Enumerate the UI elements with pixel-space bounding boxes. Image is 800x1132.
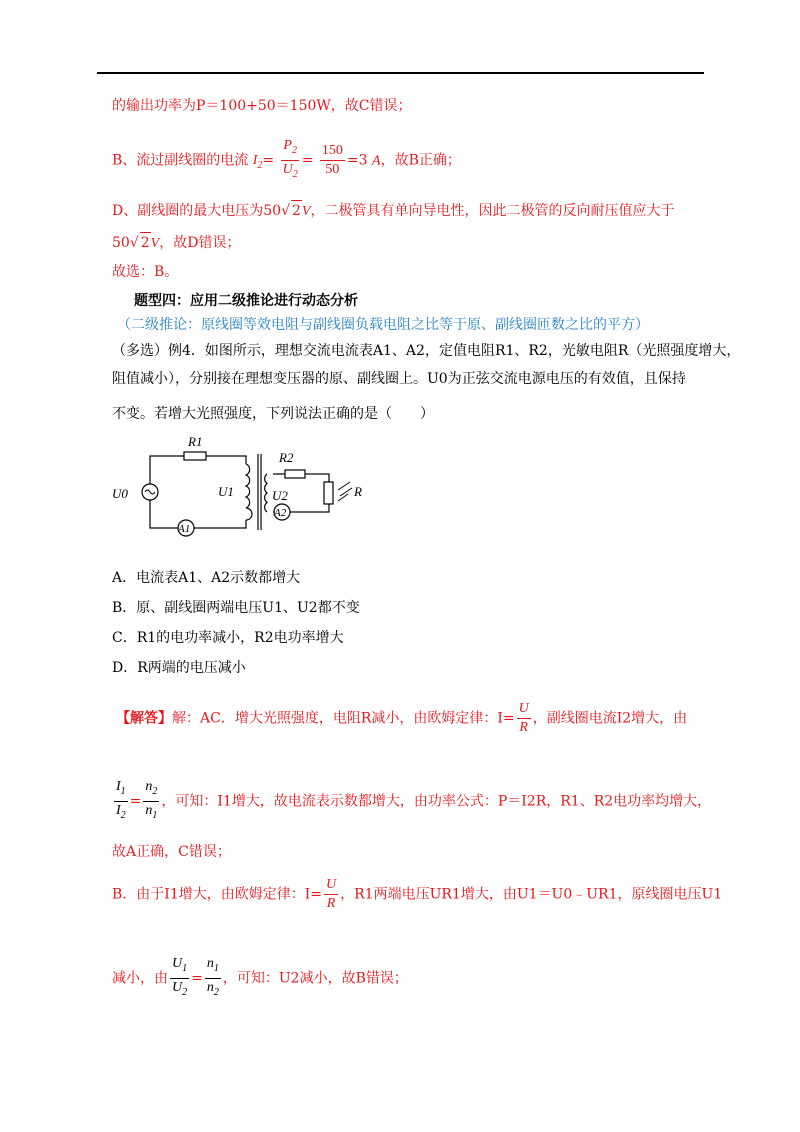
option-b[interactable]: B．原、副线圈两端电压U1、U2都不变 [112,600,360,616]
answer-tag: 【解答】 [116,710,172,727]
label-a2: A2 [274,507,287,519]
text-line: 50√ 2V，故D错误； [112,232,240,254]
label-a1: A1 [178,523,191,535]
answer-line [116,700,687,737]
fraction-i1-i2: $\frac{I_1}{I_2}$ [116,779,126,821]
fraction-u1-u2: $\frac{U_1}{U_2}$ [172,956,188,998]
question-line: 阻值减小），分别接在理想变压器的原、副线圈上。U0为正弦交流电源电压的有效值，且保持 [112,371,686,387]
answer-line: 故A正确，C错误； [112,844,231,860]
text-line-voltage: D、副线圈的最大电压为50√ 2V，二极管具有单向导电性，因此二极管的反向耐压值应大于 [112,200,674,222]
option-d[interactable]: D．R两端的电压减小 [112,660,246,676]
option-a[interactable]: A．电流表A1、A2示数都增大 [112,570,301,586]
text-segment: ，副线圈电流I2增大，由 [532,710,688,727]
header-rule [97,72,704,74]
fraction-p2-u2: $\frac{P_2}{U_2}$ [282,138,298,180]
math-sqrt2: 2 [140,232,151,253]
text-segment: D、副线圈的最大电压为 [112,203,264,219]
math-sqrt2: 2 [291,200,302,221]
question-line: 不变。若增大光照强度，下列说法正确的是（ ） [112,406,434,422]
text-segment: ，R1两端电压UR1增大，由U1＝U0﹣UR1，原线圈电压U1 [340,886,723,903]
math-50: 50 [112,235,130,251]
resistor-r2 [285,470,305,478]
math-I2: $I_2$ [252,153,263,172]
fraction-u-r: $\frac{U}{R}$ [326,877,337,911]
unit-v: V [150,236,160,251]
label-u1: U1 [218,484,234,499]
text-segment: ，可知：U2减小，故B错误； [222,970,408,987]
label-r: R [354,484,362,499]
resistor-r1 [184,452,206,460]
question-line: （多选）例4．如图所示，理想交流电流表A1、A2，定值电阻R1、R2，光敏电阻R（光照强度增大， [112,343,741,359]
unit-a: A [372,153,381,169]
label-r2: R2 [279,450,294,465]
math-50: 50 [263,203,282,219]
note-line: （二级推论：原线圈等效电阻与副线圈负载电阻之比等于原、副线圈匝数之比的平方） [117,317,649,333]
circuit-diagram [112,426,382,546]
text-segment: ，可知：I1增大，故电流表示数都增大，由功率公式：P＝I2R，R1、R2电功率均增大， [161,793,712,810]
section-heading: 题型四：应用二级推论进行动态分析 [134,293,358,309]
text-segment: ，故B正确； [380,152,461,169]
answer-line: $\frac{I_1}{I_2}$ = $\frac{n_2}{n_1}$ ，可知：I1增大，故电流表示数都增大，由功率公式：P＝I2R，R1、R2电功率均增大， [112,778,711,825]
math-result: =3 [346,152,368,169]
text-segment: 减小，由 [112,970,168,987]
fraction-n2-n1: $\frac{n_2}{n_1}$ [145,779,158,821]
text-segment: ，故D错误； [159,235,241,251]
text-segment: ，二极管具有单向导电性，因此二极管的反向耐压值应大于 [310,203,675,219]
option-c[interactable]: C．R1的电功率减小，R2电功率增大 [112,630,344,646]
unit-v: V [301,204,311,219]
fraction-n1-n2: $\frac{n_1}{n_2}$ [206,956,219,998]
label-u0: U0 [112,486,128,501]
text-segment: B．由于I1增大，由欧姆定律：I= [112,886,322,903]
answer-line: 减小，由 $\frac{U_1}{U_2}$ = $\frac{n_1}{n_2}$ ，可知：U2减小，故B错误； [112,955,408,1002]
label-r1: R1 [188,434,203,449]
text-line-current: B、流过副线圈的电流 $I_2=$ $\frac{P_2}{U_2}$ = $\frac{150}{50}$ =3 A，故B正确； [112,137,461,184]
answer-line [112,876,722,913]
photoresistor-r [324,482,333,504]
text-segment: B、流过副线圈的电流 [112,152,249,169]
text-line: 的输出功率为P＝100+50＝150W，故C错误； [112,98,412,114]
text-segment: 解：AC．增大光照强度，电阻R减小，由欧姆定律：I= [172,710,515,727]
text-line: 故选：B。 [112,264,179,280]
fraction-150-50: $\frac{150}{50}$ [321,142,343,177]
fraction-u-r: $\frac{U}{R}$ [518,701,529,735]
label-u2: U2 [272,488,288,503]
